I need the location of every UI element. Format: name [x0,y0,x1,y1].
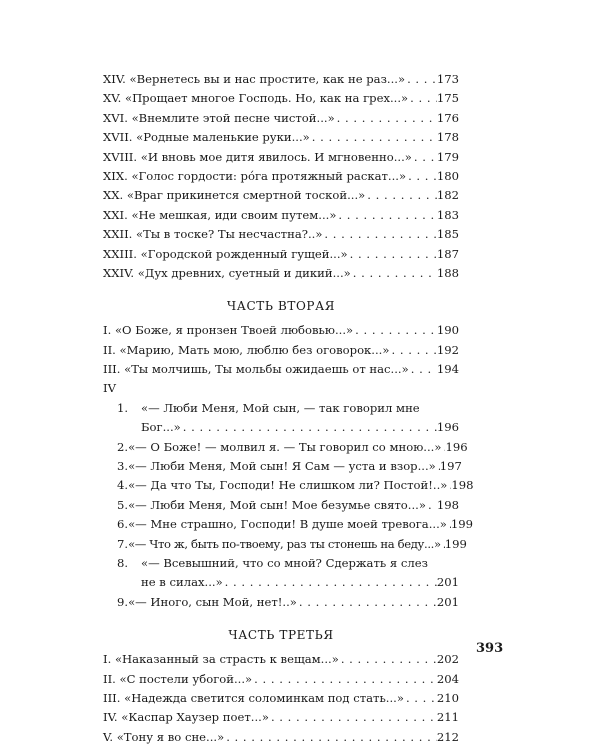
page-number: 201 [436,594,459,609]
subentry-title: «— Мне страшно, Господи! В душе моей тревога...» [128,517,447,532]
page-number: 173 [436,72,459,86]
page-number: 196 [436,420,459,435]
toc-entry [103,70,459,89]
toc-entry [103,167,459,186]
page-number: 188 [436,265,459,280]
subentry-number: 7. [117,536,129,551]
dot-leader [348,245,437,264]
toc-subentry [103,476,474,495]
toc-entry-iv [103,379,459,398]
toc-entry [103,264,459,283]
toc-entry [103,650,459,669]
toc-subentry [103,535,467,554]
subentry-number: 8. [117,555,129,570]
dot-leader [408,89,437,108]
subentry-title-continued: не в силах...» [141,575,223,590]
dot-leader [224,728,437,747]
subentry-number: 5. [117,497,129,512]
subentry-title-continued: Бог...» [141,420,181,435]
toc-subentry [103,457,462,476]
entry-title: I. «О Боже, я пронзен Твоей любовью...» [103,323,354,338]
dot-leader [336,206,436,225]
dot-leader [389,341,436,360]
toc-subentry-continuation [103,418,459,437]
page-number: 175 [436,91,459,106]
page-number: 202 [436,652,459,667]
dot-leader [322,225,436,244]
entry-title: XVIII. «И вновь мое дитя явилось. И мгновенно...» [103,149,412,164]
dot-leader [353,321,437,340]
part-two-heading: ЧАСТЬ ВТОРАЯ [226,299,336,314]
dot-leader [426,496,437,515]
subentry-number: 4. [117,478,129,493]
entry-title: XV. «Прощает многое Господь. Но, как на грех...» [103,91,409,106]
subentry-number: 9. [117,594,129,609]
toc-entry [103,186,459,205]
subentry-title: «— Люби Меня, Мой сын! Мое безумье свято...» [128,497,426,512]
entry-title: IV. «Каспар Хаузер поет...» [103,710,269,725]
subentry-title: «— Всевышний, что со мной? Сдержать я слез [141,555,428,570]
dot-leader [406,167,437,186]
page-number: 204 [436,671,459,686]
dot-leader [405,70,437,89]
toc-entry [103,708,459,727]
page-number: 210 [436,690,459,705]
entry-title: XXIII. «Городской рожденный гущей...» [103,246,348,261]
entry-title: III. «Ты молчишь, Ты мольбы ожидаешь от нас...» [103,362,409,377]
page-number: 180 [436,168,459,183]
toc-subentry [103,554,459,573]
toc-entry [103,128,459,147]
dot-leader [223,573,437,592]
page-number: 190 [436,323,459,338]
subentry-title: «— Да что Ты, Господи! Не слишком ли? Постой!..» [128,478,448,493]
toc-entry [103,360,459,379]
page-number: 198 [451,478,474,493]
page-number: 197 [439,459,462,474]
page-number: 211 [436,710,459,725]
subentry-title: «— Люби Меня, Мой сын! Я Сам — уста и взор...» [128,459,436,474]
subentry-number: 1. [117,400,129,415]
dot-leader [269,708,437,727]
toc-subentry [103,593,459,612]
dot-leader [412,148,437,167]
table-of-contents [103,70,474,747]
toc-subentry-continuation [103,573,459,592]
page-number: 185 [436,227,459,242]
dot-leader [335,109,437,128]
dot-leader [409,360,437,379]
page-number: 212 [436,729,459,744]
toc-entry [103,109,459,128]
page-number: 192 [436,342,459,357]
dot-leader [252,670,437,689]
entry-title: II. «С постели убогой...» [103,671,253,686]
toc-entry [103,728,459,747]
subentry-title: «— Люби Меня, Мой сын, — так говорил мне [141,400,420,415]
page-number: 199 [450,517,473,532]
page-number: 176 [436,110,459,125]
page-number: 201 [436,575,459,590]
subentry-title: «— О Боже! — молвил я. — Ты говорил со мною...» [128,439,442,454]
toc-entry [103,206,459,225]
entry-title: XXII. «Ты в тоске? Ты несчастна?..» [103,227,323,242]
entry-title: XXIV. «Дух древних, суетный и дикий...» [103,265,351,280]
toc-entry [103,89,459,108]
toc-subentry [103,515,473,534]
page-number: 196 [445,439,468,454]
toc-subentry [103,496,459,515]
subentry-number: 6. [117,517,129,532]
entry-title: IV [103,381,116,396]
part-three-heading: ЧАСТЬ ТРЕТЬЯ [228,628,334,643]
dot-leader [297,593,437,612]
entry-title: XIX. «Голос гордости: рóга протяжный раскат...» [103,168,407,183]
entry-title: XIV. «Вернетесь вы и нас простите, как не раз...» [103,72,406,86]
dot-leader [310,128,437,147]
entry-title: XVII. «Родные маленькие руки...» [103,130,310,145]
entry-title: XVI. «Внемлите этой песне чистой...» [103,110,335,125]
page-folio: 393 [476,641,504,656]
toc-entry [103,670,459,689]
dot-leader [181,418,437,437]
dot-leader [365,186,437,205]
dot-leader [351,264,437,283]
page-number: 199 [444,536,467,551]
page-number: 182 [436,188,459,203]
toc-entry [103,321,459,340]
subentry-number: 3. [117,459,129,474]
subentry-title: «— Иного, сын Мой, нет!..» [128,594,297,609]
dot-leader [404,689,437,708]
entry-title: I. «Наказанный за страсть к вещам...» [103,652,339,667]
entry-title: V. «Тону я во сне...» [103,729,225,744]
toc-subentry [103,399,459,418]
entry-title: XX. «Враг прикинется смертной тоской...» [103,188,366,203]
entry-title: II. «Марию, Мать мою, люблю без оговорок...» [103,342,390,357]
page-number: 178 [436,130,459,145]
toc-entry [103,148,459,167]
entry-title: III. «Надежда светится соломинкам под стать...» [103,690,404,705]
toc-entry [103,245,459,264]
subentry-number: 2. [117,439,129,454]
entry-title: XXI. «Не мешкая, иди своим путем...» [103,207,337,222]
page-number: 179 [436,149,459,164]
toc-subentry [103,438,468,457]
page-number: 183 [436,207,459,222]
toc-entry [103,225,459,244]
toc-entry [103,341,459,360]
dot-leader [339,650,437,669]
page-number: 187 [436,246,459,261]
page-number: 194 [436,362,459,377]
page-number: 198 [436,497,459,512]
toc-entry [103,689,459,708]
subentry-title: «— Что ж, быть по-твоему, раз ты стонешь на беду...» [128,536,441,551]
